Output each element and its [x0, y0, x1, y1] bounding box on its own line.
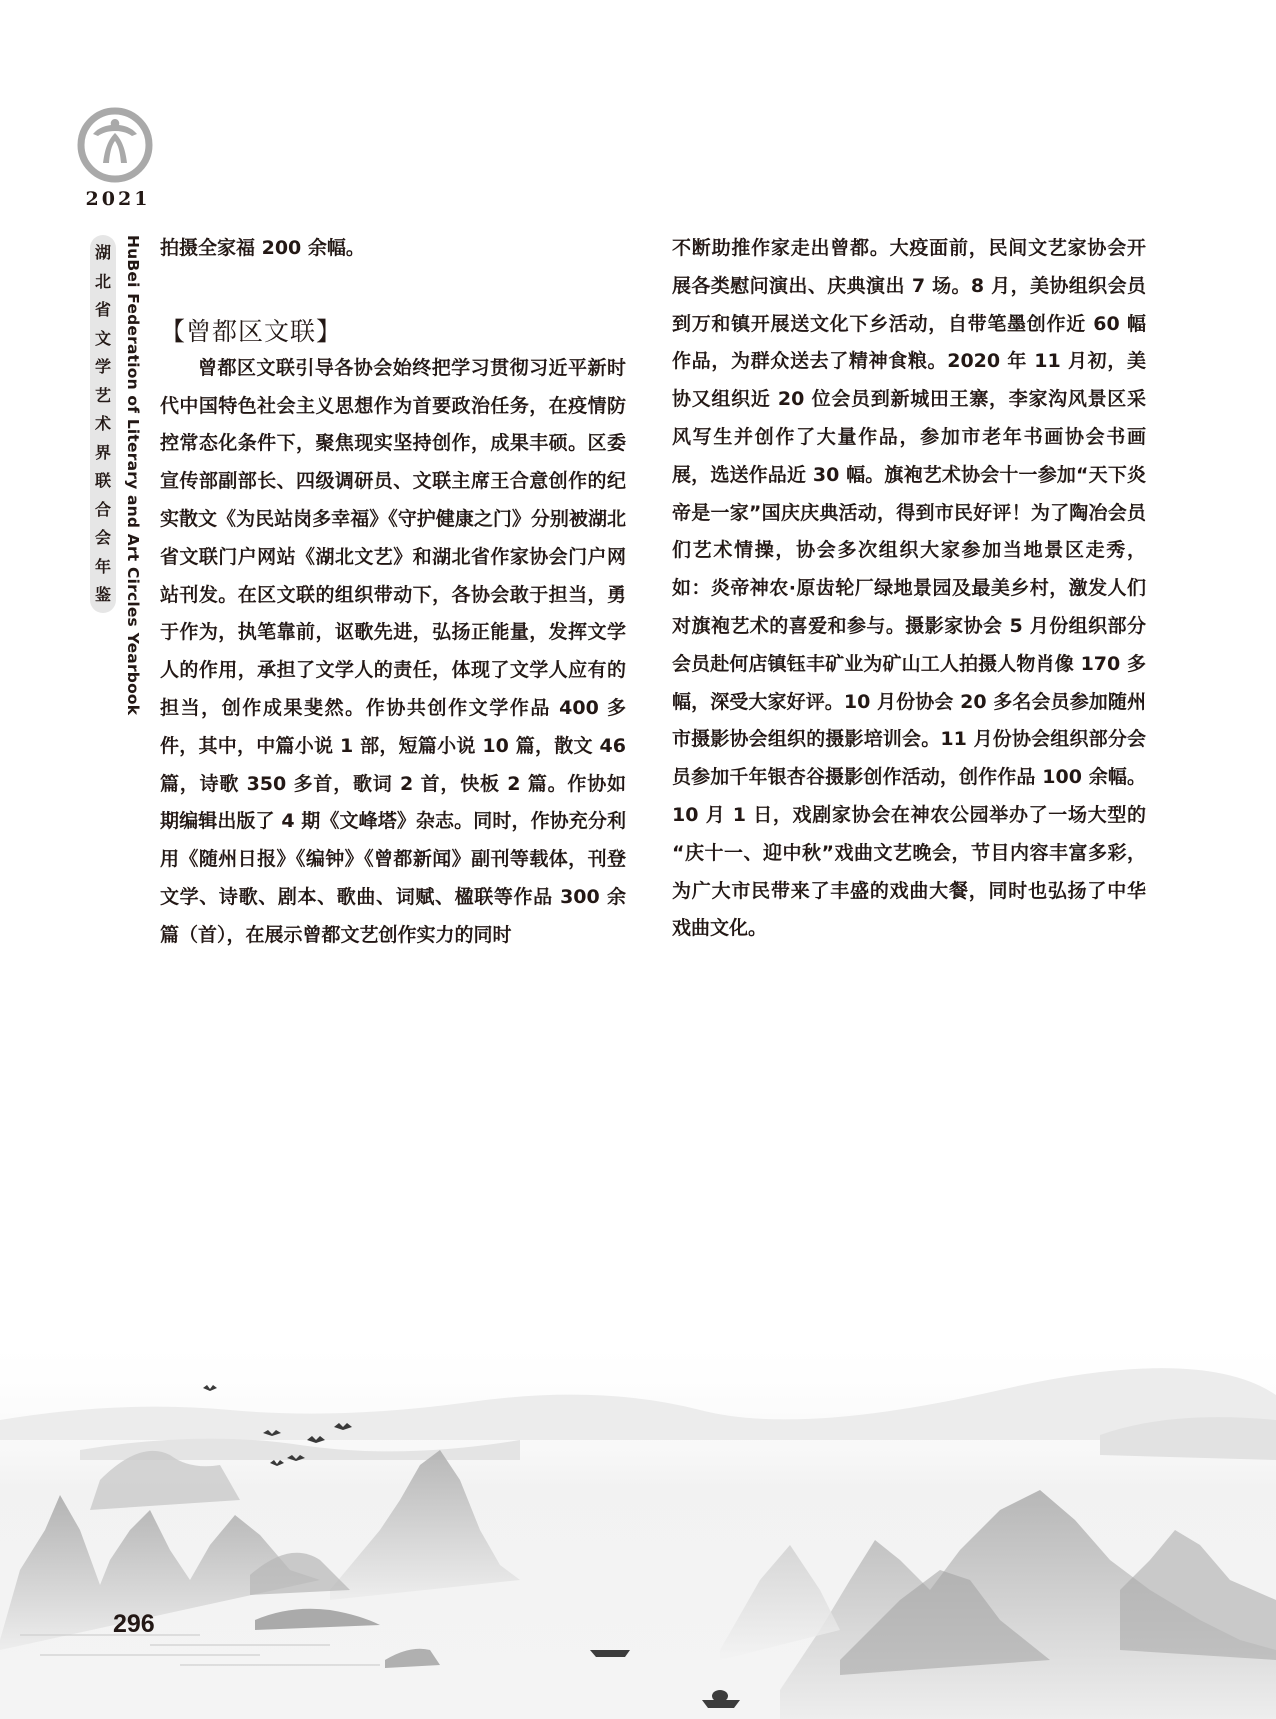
- left-column: [160, 230, 626, 955]
- sidebar-char: 年: [94, 556, 111, 576]
- sidebar-char: 学: [94, 357, 111, 376]
- right-column: [672, 230, 1146, 948]
- sidebar-char: 北: [94, 271, 111, 291]
- yearbook-year: 2021: [85, 188, 151, 210]
- body-paragraph: 曾都区文联引导各协会始终把学习贯彻习近平新时代中国特色社会主义思想作为首要政治任务，在疫情防控常态化条件下，聚焦现实坚持创作，成果丰硕。区委宣传部副部长、四级调研员、文联主席王合意创作的纪实散文《为民站岗多幸福》《守护健康之门》分别被湖北省文联门户网站《湖北文艺》和湖北省作家协会门户网站刊发。在区文联的组织带动下，各协会敢于担当，勇于作为，执笔靠前，讴歌先进，弘扬正能量，发挥文学人的作用，承担了文学人的责任，体现了文学人应有的担当，创作成果斐然。作协共创作文学作品 400 多件，其中，中篇小说 1 部，短篇小说 10 篇，散文 46 篇，诗歌 350 多首，歌词 2 首，快板 2 篇。作协如期编辑出版了 4 期《文峰塔》杂志。同时，作协充分利用《随州日报》《编钟》《曾都新闻》副刊等载体，刊登文学、诗歌、剧本、歌曲、词赋、楹联等作品 300 余篇（首），在展示曾都文艺创作实力的同时: [160, 356, 626, 946]
- ink-landscape-illustration: [0, 1330, 1276, 1719]
- sidebar-char: 界: [94, 442, 111, 462]
- page-number: 296: [113, 1610, 155, 1638]
- body-paragraph: 不断助推作家走出曾都。大疫面前，民间文艺家协会开展各类慰问演出、庆典演出 7 场。8 月，美协组织会员到万和镇开展送文化下乡活动，自带笔墨创作近 60 幅作品，为群众送去了精神食粮。2020 年 11 月初，美协又组织近 20 位会员到新城田王寨，李家沟风景区采风写生并创作了大量作品，参加市老年书画协会书画展，选送作品近 30 幅。旗袍艺术协会十一参加“天下炎帝是一家”国庆庆典活动，得到市民好评！为了陶冶会员们艺术情操，协会多次组织大家参加当地景区走秀，如：炎帝神农·原齿轮厂绿地景园及最美乡村，激发人们对旗袍艺术的喜爱和参与。摄影家协会 5 月份组织部分会员赴何店镇钰丰矿业为矿山工人拍摄人物肖像 170 多幅，深受大家好评。10 月份协会 20 多名会员参加随州市摄影协会组织的摄影培训会。11 月份协会组织部分会员参加千年银杏谷摄影创作活动，创作作品 100 余幅。10 月 1 日，戏剧家协会在神农公园举办了一场大型的 “庆十一、迎中秋”戏曲文艺晚会，节目内容丰富多彩，为广大市民带来了丰盛的戏曲大餐，同时也弘扬了中华戏曲文化。: [672, 237, 1146, 940]
- sidebar-char: 艺: [94, 385, 111, 405]
- sidebar-char: 省: [94, 300, 111, 319]
- sidebar-char: 会: [94, 528, 111, 547]
- sidebar-title-cn: [90, 235, 116, 613]
- circular-emblem-icon: [75, 105, 155, 185]
- section-title: 【曾都区文联】: [160, 316, 343, 346]
- continuation-text: 拍摄全家福 200 余幅。: [160, 237, 365, 259]
- sidebar-char: 文: [94, 328, 111, 348]
- sidebar-char: 合: [94, 499, 111, 519]
- sidebar-title-en: HuBei Federation of Literary and Art Circles Yearbook: [124, 235, 142, 716]
- sidebar-char: 湖: [94, 243, 111, 262]
- sidebar-char: 术: [94, 414, 111, 433]
- sidebar-char: 联: [94, 471, 111, 490]
- sidebar-char: 鉴: [94, 585, 111, 604]
